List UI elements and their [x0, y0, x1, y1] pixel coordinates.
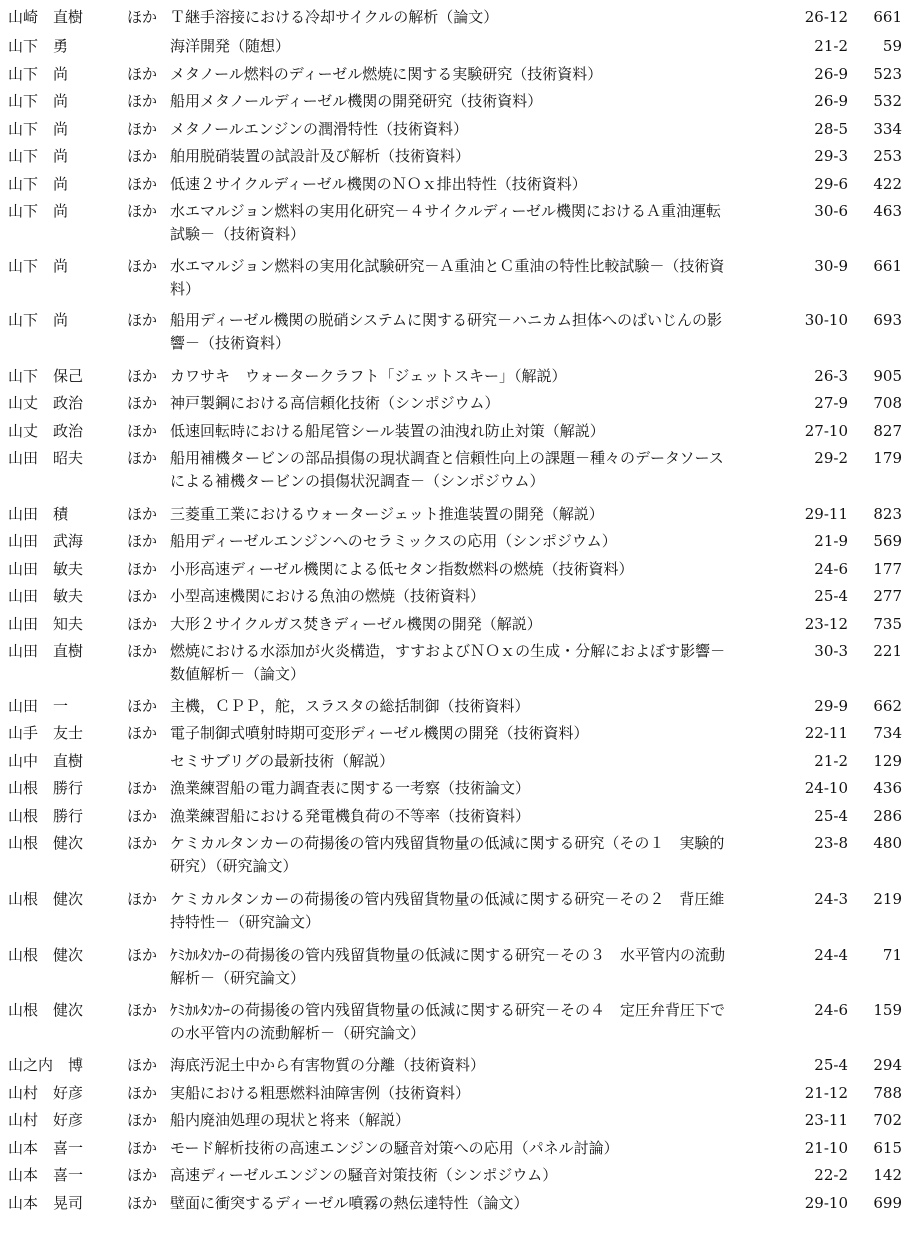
volume-issue: 23-8 — [814, 834, 848, 852]
volume-issue: 21-2 — [814, 37, 848, 55]
article-title: 電子制御式噴射時期可変形ディーゼル機関の開発（技術資料） — [170, 724, 589, 742]
author-name: 山丈 政治 — [8, 422, 84, 440]
volume-issue: 21-9 — [814, 532, 848, 550]
volume-issue: 22-11 — [804, 724, 848, 742]
author-name: 山下 保己 — [8, 367, 84, 385]
et-al-marker: ほか — [127, 257, 158, 275]
author-name: 山下 尚 — [8, 175, 69, 193]
article-title: 海底汚泥土中から有害物質の分離（技術資料） — [170, 1056, 486, 1074]
article-title: 燃焼における水添加が火炎構造，すすおよびＮＯｘの生成・分解におよぼす影響－ — [170, 642, 726, 660]
article-title: 海洋開発（随想） — [170, 37, 291, 55]
article-title-continued: 料） — [170, 280, 201, 298]
article-title-continued: 試験－（技術資料） — [170, 225, 306, 243]
article-title: 船用ディーゼル機関の脱硝システムに関する研究－ハニカム担体へのばいじんの影 — [170, 311, 723, 329]
page-number: 662 — [873, 697, 902, 715]
volume-issue: 27-9 — [814, 394, 848, 412]
article-title: Ｔ継手溶接における冷却サイクルの解析（論文） — [170, 8, 499, 26]
page-number: 480 — [873, 834, 902, 852]
et-al-marker: ほか — [127, 807, 158, 825]
page-number: 286 — [873, 807, 902, 825]
volume-issue: 29-10 — [804, 1194, 848, 1212]
author-name: 山下 尚 — [8, 65, 69, 83]
volume-issue: 30-9 — [814, 257, 848, 275]
volume-issue: 21-2 — [814, 752, 848, 770]
author-name: 山丈 政治 — [8, 394, 84, 412]
page-number: 702 — [873, 1111, 902, 1129]
et-al-marker: ほか — [127, 560, 158, 578]
volume-issue: 30-6 — [814, 202, 848, 220]
author-name: 山中 直樹 — [8, 752, 84, 770]
page-number: 615 — [873, 1139, 902, 1157]
et-al-marker: ほか — [127, 1056, 158, 1074]
et-al-marker: ほか — [127, 697, 158, 715]
page-number: 569 — [873, 532, 902, 550]
article-title: 船用メタノールディーゼル機関の開発研究（技術資料） — [170, 92, 543, 110]
author-name: 山下 勇 — [8, 37, 69, 55]
et-al-marker: ほか — [127, 311, 158, 329]
article-title: 小型高速機関における魚油の燃焼（技術資料） — [170, 587, 486, 605]
article-title-continued: 持特性－（研究論文） — [170, 913, 321, 931]
volume-issue: 29-6 — [814, 175, 848, 193]
article-title-continued: による補機タービンの損傷状況調査－（シンポジウム） — [170, 472, 545, 490]
author-name: 山田 敏夫 — [8, 587, 84, 605]
author-name: 山根 健次 — [8, 834, 84, 852]
article-title: 小形高速ディーゼル機関による低セタン指数燃料の燃焼（技術資料） — [170, 560, 634, 578]
volume-issue: 28-5 — [814, 120, 848, 138]
author-name: 山手 友士 — [8, 724, 84, 742]
et-al-marker: ほか — [127, 779, 158, 797]
et-al-marker: ほか — [127, 175, 158, 193]
volume-issue: 26-9 — [814, 65, 848, 83]
volume-issue: 22-2 — [814, 1166, 848, 1184]
article-title: 船内廃油処理の現状と将来（解説） — [170, 1111, 411, 1129]
author-name: 山崎 直樹 — [8, 8, 84, 26]
article-title: 漁業練習船の電力調査表に関する一考察（技術論文） — [170, 779, 531, 797]
page-number: 661 — [873, 257, 902, 275]
et-al-marker: ほか — [127, 1111, 158, 1129]
page-number: 71 — [882, 946, 902, 964]
volume-issue: 29-11 — [804, 505, 848, 523]
author-name: 山本 喜一 — [8, 1139, 84, 1157]
article-title: セミサブリグの最新技術（解説） — [170, 752, 395, 770]
volume-issue: 24-6 — [814, 560, 848, 578]
article-title: ケミカルタンカーの荷揚後の管内残留貨物量の低減に関する研究（その１ 実験的 — [170, 834, 725, 852]
article-title: 舶用脱硝装置の試設計及び解析（技術資料） — [170, 147, 471, 165]
page-number: 179 — [873, 449, 902, 467]
et-al-marker: ほか — [127, 890, 158, 908]
article-title: ｹﾐｶﾙﾀﾝｶｰの荷揚後の管内残留貨物量の低減に関する研究－その４ 定圧弁背圧下で — [170, 1001, 726, 1019]
author-name: 山田 知夫 — [8, 615, 84, 633]
author-name: 山田 武海 — [8, 532, 84, 550]
page-number: 827 — [873, 422, 902, 440]
author-name: 山下 尚 — [8, 92, 69, 110]
et-al-marker: ほか — [127, 1166, 158, 1184]
volume-issue: 29-2 — [814, 449, 848, 467]
author-name: 山根 健次 — [8, 946, 84, 964]
page-number: 159 — [873, 1001, 902, 1019]
volume-issue: 25-4 — [814, 1056, 848, 1074]
article-title-continued: の水平管内の流動解析－（研究論文） — [170, 1024, 426, 1042]
page-number: 294 — [873, 1056, 902, 1074]
article-title: ケミカルタンカーの荷揚後の管内残留貨物量の低減に関する研究－その２ 背圧維 — [170, 890, 725, 908]
volume-issue: 29-3 — [814, 147, 848, 165]
article-title: ｹﾐｶﾙﾀﾝｶｰの荷揚後の管内残留貨物量の低減に関する研究－その３ 水平管内の流動 — [170, 946, 726, 964]
article-title: モード解析技術の高速エンジンの騒音対策への応用（パネル討論） — [170, 1139, 619, 1157]
author-name: 山下 尚 — [8, 257, 69, 275]
page-number: 788 — [873, 1084, 902, 1102]
author-name: 山田 積 — [8, 505, 69, 523]
article-title: 船用ディーゼルエンジンへのセラミックスの応用（シンポジウム） — [170, 532, 617, 550]
article-title: 船用補機タービンの部品損傷の現状調査と信頼性向上の課題－種々のデータソース — [170, 449, 724, 467]
page-number: 219 — [873, 890, 902, 908]
et-al-marker: ほか — [127, 642, 158, 660]
author-name: 山下 尚 — [8, 147, 69, 165]
page-number: 905 — [873, 367, 902, 385]
author-name: 山本 喜一 — [8, 1166, 84, 1184]
article-title: 神戸製鋼における高信頼化技術（シンポジウム） — [170, 394, 500, 412]
et-al-marker: ほか — [127, 1139, 158, 1157]
volume-issue: 29-9 — [814, 697, 848, 715]
author-name: 山之内 博 — [8, 1056, 84, 1074]
page-number: 523 — [873, 65, 902, 83]
et-al-marker: ほか — [127, 202, 158, 220]
page-number: 59 — [882, 37, 902, 55]
page-number: 661 — [873, 8, 902, 26]
article-title-continued: 数値解析－（論文） — [170, 665, 306, 683]
article-title: 高速ディーゼルエンジンの騒音対策技術（シンポジウム） — [170, 1166, 558, 1184]
volume-issue: 24-6 — [814, 1001, 848, 1019]
volume-issue: 26-3 — [814, 367, 848, 385]
page-number: 708 — [873, 394, 902, 412]
article-title: 低速回転時における船尾管シール装置の油洩れ防止対策（解説） — [170, 422, 605, 440]
volume-issue: 23-12 — [804, 615, 848, 633]
author-name: 山村 好彦 — [8, 1111, 84, 1129]
page-number: 221 — [873, 642, 902, 660]
et-al-marker: ほか — [127, 422, 158, 440]
volume-issue: 25-4 — [814, 807, 848, 825]
volume-issue: 30-3 — [814, 642, 848, 660]
volume-issue: 30-10 — [804, 311, 848, 329]
page-number: 422 — [873, 175, 902, 193]
et-al-marker: ほか — [127, 394, 158, 412]
et-al-marker: ほか — [127, 120, 158, 138]
et-al-marker: ほか — [127, 8, 158, 26]
page-number: 823 — [873, 505, 902, 523]
et-al-marker: ほか — [127, 834, 158, 852]
article-title: カワサキ ウォータークラフト「ジェットスキー」（解説） — [170, 367, 567, 385]
et-al-marker: ほか — [127, 1084, 158, 1102]
page-number: 334 — [873, 120, 902, 138]
author-name: 山根 勝行 — [8, 779, 84, 797]
volume-issue: 24-4 — [814, 946, 848, 964]
page-number: 436 — [873, 779, 902, 797]
volume-issue: 25-4 — [814, 587, 848, 605]
page-number: 532 — [873, 92, 902, 110]
author-name: 山村 好彦 — [8, 1084, 84, 1102]
page-number: 699 — [873, 1194, 902, 1212]
article-title: 実船における粗悪燃料油障害例（技術資料） — [170, 1084, 471, 1102]
article-title-continued: 研究）（研究論文） — [170, 857, 298, 875]
author-name: 山根 健次 — [8, 1001, 84, 1019]
article-title: メタノール燃料のディーゼル燃焼に関する実験研究（技術資料） — [170, 65, 603, 83]
volume-issue: 23-11 — [804, 1111, 848, 1129]
et-al-marker: ほか — [127, 147, 158, 165]
et-al-marker: ほか — [127, 92, 158, 110]
author-name: 山下 尚 — [8, 120, 69, 138]
volume-issue: 26-12 — [804, 8, 848, 26]
article-title: 水エマルジョン燃料の実用化研究－４サイクルディーゼル機関におけるＡ重油運転 — [170, 202, 722, 220]
article-title: 壁面に衝突するディーゼル噴霧の熱伝達特性（論文） — [170, 1194, 529, 1212]
et-al-marker: ほか — [127, 65, 158, 83]
author-name: 山下 尚 — [8, 311, 69, 329]
article-title: 主機，ＣＰＰ，舵，スラスタの総括制御（技術資料） — [170, 697, 530, 715]
page-number: 277 — [873, 587, 902, 605]
article-title: 低速２サイクルディーゼル機関のＮＯｘ排出特性（技術資料） — [170, 175, 587, 193]
article-title: 大形２サイクルガス焚きディーゼル機関の開発（解説） — [170, 615, 542, 633]
et-al-marker: ほか — [127, 532, 158, 550]
article-title: 水エマルジョン燃料の実用化試験研究－Ａ重油とＣ重油の特性比較試験－（技術資 — [170, 257, 725, 275]
volume-issue: 27-10 — [804, 422, 848, 440]
volume-issue: 21-12 — [804, 1084, 848, 1102]
article-title: 三菱重工業におけるウォータージェット推進装置の開発（解説） — [170, 505, 604, 523]
article-title: メタノールエンジンの潤滑特性（技術資料） — [170, 120, 469, 138]
author-name: 山田 昭夫 — [8, 449, 84, 467]
et-al-marker: ほか — [127, 449, 158, 467]
et-al-marker: ほか — [127, 1001, 158, 1019]
et-al-marker: ほか — [127, 946, 158, 964]
author-name: 山下 尚 — [8, 202, 69, 220]
author-name: 山根 勝行 — [8, 807, 84, 825]
page-number: 734 — [873, 724, 902, 742]
author-name: 山根 健次 — [8, 890, 84, 908]
page-number: 129 — [873, 752, 902, 770]
et-al-marker: ほか — [127, 1194, 158, 1212]
et-al-marker: ほか — [127, 724, 158, 742]
author-name: 山田 敏夫 — [8, 560, 84, 578]
et-al-marker: ほか — [127, 505, 158, 523]
volume-issue: 24-3 — [814, 890, 848, 908]
et-al-marker: ほか — [127, 587, 158, 605]
page-number: 253 — [873, 147, 902, 165]
et-al-marker: ほか — [127, 367, 158, 385]
page-number: 463 — [873, 202, 902, 220]
page-number: 142 — [873, 1166, 902, 1184]
article-title-continued: 解析－（研究論文） — [170, 969, 306, 987]
article-title-continued: 響－（技術資料） — [170, 334, 291, 352]
page-number: 177 — [873, 560, 902, 578]
article-title: 漁業練習船における発電機負荷の不等率（技術資料） — [170, 807, 531, 825]
et-al-marker: ほか — [127, 615, 158, 633]
page-number: 693 — [873, 311, 902, 329]
page-number: 735 — [873, 615, 902, 633]
volume-issue: 21-10 — [804, 1139, 848, 1157]
author-name: 山本 晃司 — [8, 1194, 84, 1212]
author-name: 山田 直樹 — [8, 642, 84, 660]
volume-issue: 26-9 — [814, 92, 848, 110]
author-name: 山田 一 — [8, 697, 69, 715]
volume-issue: 24-10 — [804, 779, 848, 797]
